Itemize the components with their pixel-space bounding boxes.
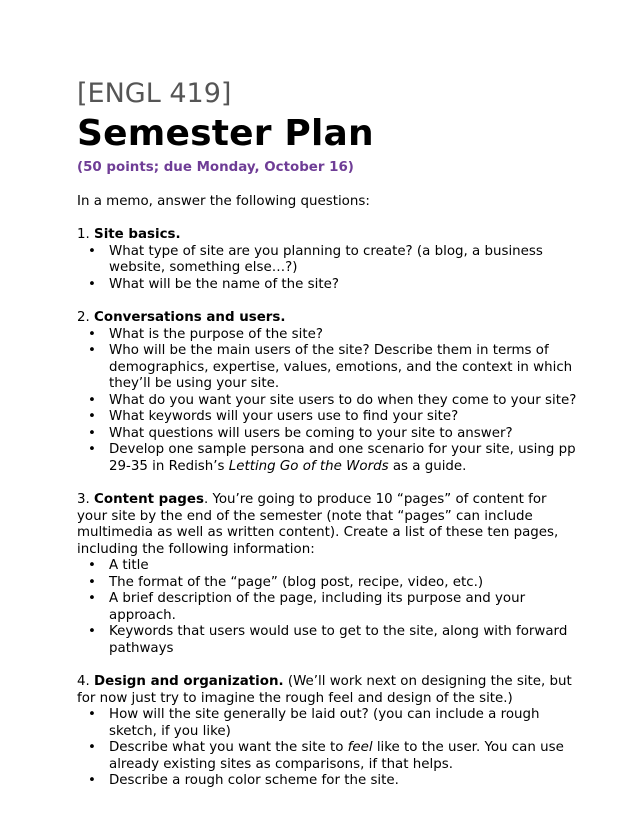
question-list bbox=[77, 707, 577, 790]
item-text: Develop one sample persona and one scenario for your site, using pp 29-35 in Redish’s bbox=[109, 442, 576, 474]
section-heading bbox=[77, 227, 577, 244]
page-title: Semester Plan bbox=[77, 113, 374, 154]
section-number: 1. bbox=[77, 227, 90, 242]
section-title: Content pages bbox=[94, 492, 204, 507]
list-item: • A brief description of the page, including its purpose and your approach. bbox=[109, 591, 577, 624]
info-list bbox=[77, 558, 577, 657]
section-number: 3. bbox=[77, 492, 90, 507]
list-item: • What will be the name of the site? bbox=[109, 277, 577, 294]
section-site-basics bbox=[77, 227, 577, 293]
list-item: • What is the purpose of the site? bbox=[109, 327, 577, 344]
list-item: • What do you want your site users to do when they come to your site? bbox=[109, 393, 577, 410]
section-number: 2. bbox=[77, 310, 90, 325]
book-title: Letting Go of the Words bbox=[228, 458, 389, 474]
intro-text: In a memo, answer the following questions: bbox=[77, 193, 370, 209]
section-conversations-users bbox=[77, 310, 577, 475]
list-item: • What keywords will your users use to find your site? bbox=[109, 409, 577, 426]
list-item: • How will the site generally be laid out? (you can include a rough sketch, if you like) bbox=[109, 707, 577, 740]
section-design-organization bbox=[77, 674, 577, 790]
emphasis-word: feel bbox=[347, 740, 373, 755]
document-page bbox=[77, 78, 577, 790]
section-body: (We’ll work next on designing the site, but for now just try to imagine the rough feel and design of the site.) bbox=[77, 674, 572, 706]
item-text: as a guide. bbox=[388, 458, 467, 474]
list-item: • A title bbox=[109, 558, 577, 575]
section-title: Design and organization. bbox=[94, 674, 284, 689]
section-paragraph bbox=[77, 674, 577, 707]
section-number: 4. bbox=[77, 674, 90, 689]
list-item: • What questions will users be coming to your site to answer? bbox=[109, 426, 577, 443]
points-due-line: (50 points; due Monday, October 16) bbox=[77, 160, 354, 175]
question-list bbox=[77, 327, 577, 476]
list-item: • Describe a rough color scheme for the site. bbox=[109, 773, 577, 790]
list-item: • Who will be the main users of the site? Describe them in terms of demographics, expertise, values, emotions, and the context in which they’ll be using your site. bbox=[109, 343, 577, 393]
item-text: like to the user. You can use already existing sites as comparisons, if that helps. bbox=[109, 740, 564, 772]
section-title: Site basics. bbox=[94, 227, 181, 242]
section-body: . You’re going to produce 10 “pages” of content for your site by the end of the semester (note that “pages” can include multimedia as well as written content). Create a list of these ten pages, including the following information: bbox=[77, 492, 559, 557]
section-heading bbox=[77, 310, 577, 327]
section-content-pages bbox=[77, 492, 577, 657]
section-paragraph bbox=[77, 492, 577, 558]
list-item: • The format of the “page” (blog post, recipe, video, etc.) bbox=[109, 575, 577, 592]
list-item bbox=[109, 740, 577, 773]
list-item: • Keywords that users would use to get to the site, along with forward pathways bbox=[109, 624, 577, 657]
item-text: Describe what you want the site to bbox=[109, 740, 348, 755]
list-item: • What type of site are you planning to create? (a blog, a business website, something else…?) bbox=[109, 244, 577, 277]
question-list bbox=[77, 244, 577, 294]
section-title: Conversations and users. bbox=[94, 310, 286, 325]
course-code: [ENGL 419] bbox=[77, 78, 232, 109]
list-item bbox=[109, 442, 577, 475]
